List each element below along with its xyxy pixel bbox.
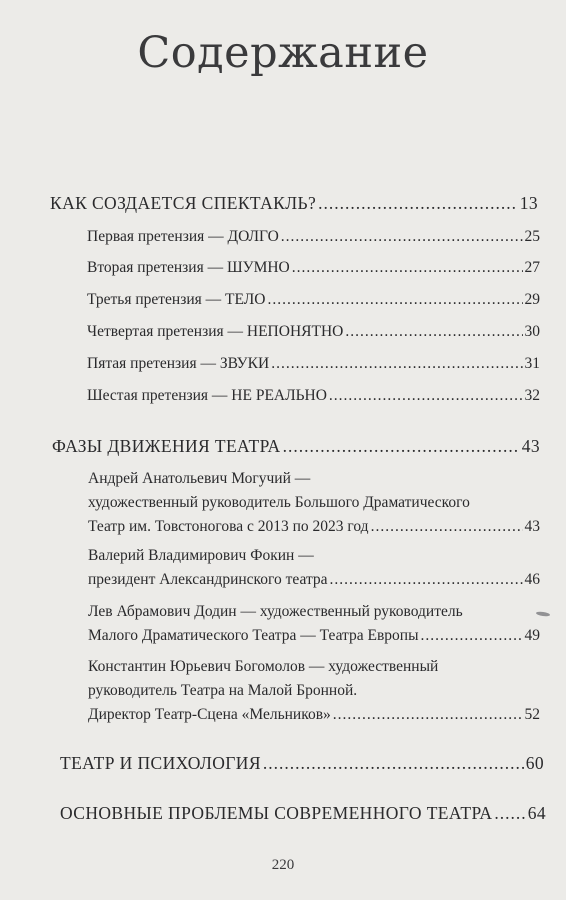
toc-page-number: 60 <box>525 753 544 773</box>
toc-item-label: Третья претензия — ТЕЛО <box>87 291 266 308</box>
toc-page-number: 32 <box>524 387 540 404</box>
toc-page-number: 43 <box>521 436 540 456</box>
toc-item-interview-4 <box>88 655 540 727</box>
toc-item-line: художественный руководитель Большого Драматического <box>88 494 470 511</box>
toc-page-number: 29 <box>524 291 540 308</box>
toc-item-claim-5 <box>87 355 540 373</box>
toc-page-number: 64 <box>527 803 546 823</box>
toc-section-4 <box>60 803 546 824</box>
toc-item-line: руководитель Театра на Малой Бронной. <box>88 682 358 699</box>
toc-item-label: Шестая претензия — НЕ РЕАЛЬНО <box>87 387 327 404</box>
leader-dots <box>421 624 523 648</box>
toc-page-number: 25 <box>524 228 540 245</box>
toc-section-1 <box>50 193 538 214</box>
toc-section-label: КАК СОЗДАЕТСЯ СПЕКТАКЛЬ? <box>50 193 317 213</box>
toc-item-interview-1 <box>88 467 540 539</box>
leader-dots <box>267 291 522 309</box>
toc-section-3 <box>60 753 544 774</box>
leader-dots <box>281 228 523 246</box>
toc-section-label: ТЕАТР И ПСИХОЛОГИЯ <box>60 753 261 773</box>
page-number: 220 <box>271 857 295 873</box>
toc-page-number: 13 <box>519 193 538 213</box>
toc-item-line: президент Александринского театра <box>88 571 328 588</box>
toc-item-label: Четвертая претензия — НЕПОНЯТНО <box>87 323 344 340</box>
toc-item-line: Валерий Владимирович Фокин — <box>88 547 314 564</box>
leader-dots <box>330 568 523 592</box>
toc-item-interview-3 <box>88 600 540 648</box>
toc-item-claim-6 <box>87 387 540 405</box>
toc-item-claim-4 <box>87 323 540 341</box>
toc-page-number: 43 <box>524 518 540 535</box>
leader-dots <box>371 515 523 539</box>
leader-dots <box>329 387 523 405</box>
toc-item-interview-2 <box>88 544 540 592</box>
leader-dots <box>318 193 518 214</box>
toc-item-line: Малого Драматического Театра — Театра Европы <box>88 627 419 644</box>
leader-dots <box>292 259 523 277</box>
toc-item-label: Первая претензия — ДОЛГО <box>87 228 279 245</box>
leader-dots <box>263 753 524 774</box>
toc-item-claim-2 <box>87 259 540 277</box>
toc-section-2 <box>52 436 540 457</box>
toc-section-label: ОСНОВНЫЕ ПРОБЛЕМЫ СОВРЕМЕННОГО ТЕАТРА <box>60 803 493 823</box>
toc-page-number: 31 <box>524 355 540 372</box>
toc-page-number: 46 <box>524 571 540 588</box>
toc-page-number: 49 <box>524 627 540 644</box>
leader-dots <box>345 323 522 341</box>
toc-page-number: 27 <box>524 259 540 276</box>
toc-item-line: Андрей Анатольевич Могучий — <box>88 470 311 487</box>
toc-item-line: Директор Театр-Сцена «Мельников» <box>88 706 331 723</box>
toc-page-number: 52 <box>524 706 540 723</box>
leader-dots <box>494 803 525 824</box>
toc-item-claim-3 <box>87 291 540 309</box>
leader-dots <box>283 436 520 457</box>
toc-item-line: Театр им. Товстоногова с 2013 по 2023 год <box>88 518 369 535</box>
toc-item-claim-1 <box>87 228 540 246</box>
leader-dots <box>333 703 523 727</box>
toc-section-label: ФАЗЫ ДВИЖЕНИЯ ТЕАТРА <box>52 436 281 456</box>
toc-item-label: Пятая претензия — ЗВУКИ <box>87 355 270 372</box>
toc-item-line: Лев Абрамович Додин — художественный руководитель <box>88 603 463 620</box>
toc-page-number: 30 <box>524 323 540 340</box>
page-title: Содержание <box>137 28 429 78</box>
leader-dots <box>271 355 522 373</box>
toc-item-line: Константин Юрьевич Богомолов — художественный <box>88 658 439 675</box>
toc-item-label: Вторая претензия — ШУМНО <box>87 259 290 276</box>
